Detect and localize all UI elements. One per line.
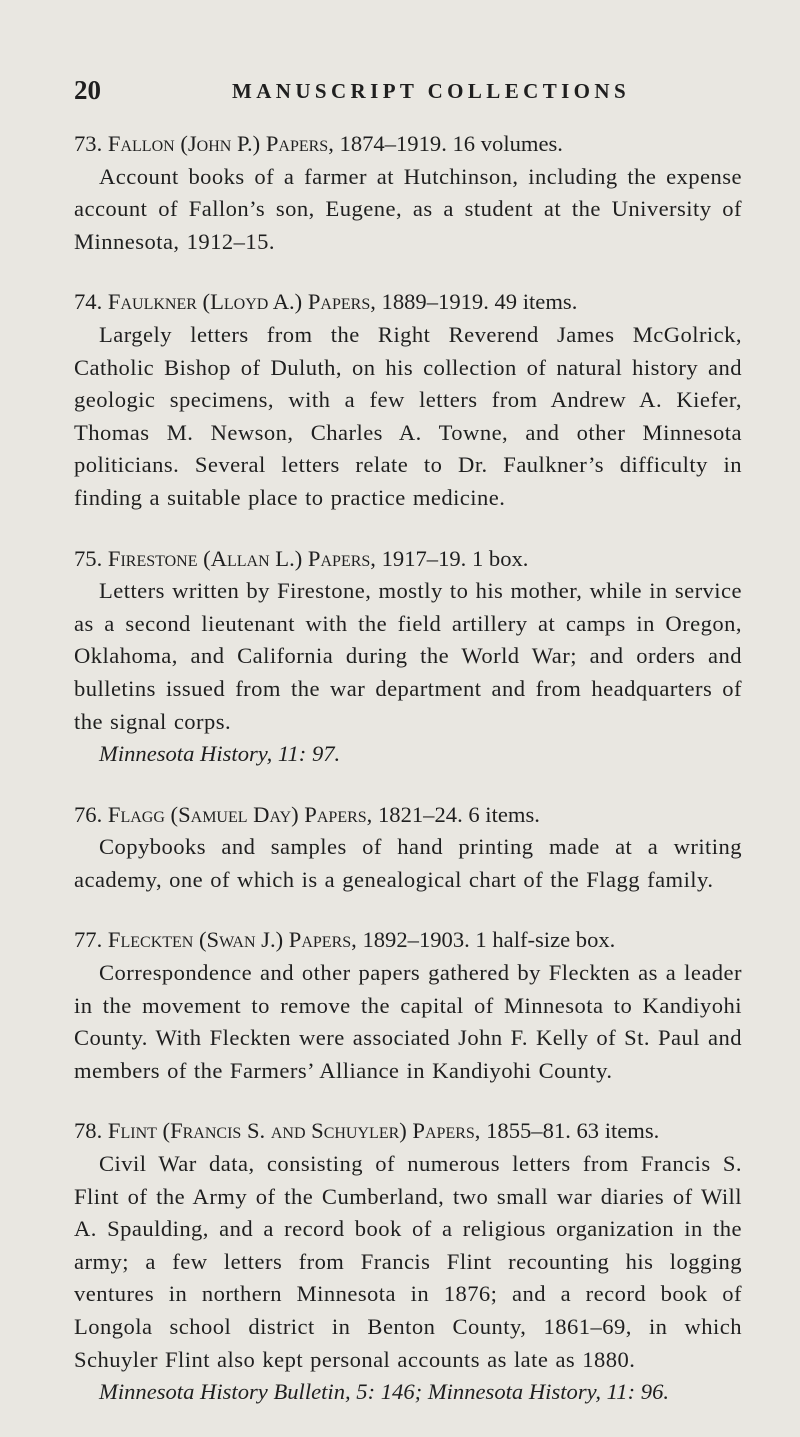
entry-extent: 1917–19. 1 box. [381,545,529,571]
entry-extent: 1892–1903. 1 half-size box. [362,927,616,953]
running-title: MANUSCRIPT COLLECTIONS [232,79,631,103]
entry-description: Correspondence and other papers gathered by Fleckten as a leader in the movement to remove the capital of Minnesota to Kandiyohi County. With Fleckten were associated John F. Kelly of St. Paul and members of the Farmers’ Alliance in Kandiyohi County. [74,960,742,1083]
entry-description: Account books of a farmer at Hutchinson, including the expense account of Fallon’s son, Eugene, as a student at the University of Minnesota, 1912–15. [74,163,742,254]
entry-extent: 1889–1919. 49 items. [381,289,578,315]
entry-extent: 1855–81. 63 items. [486,1118,660,1144]
entry-list [74,128,742,1437]
entry-heading [74,924,742,957]
entry-heading [74,286,742,319]
entry-heading [74,128,742,161]
entry-name: Flagg (Samuel Day) Papers, [107,801,373,827]
list-item [74,128,742,258]
entry-heading [74,1115,742,1148]
entry-number: 75. [74,545,103,571]
entry-number: 77. [74,927,103,953]
entry-name: Fallon (John P.) Papers, [107,131,334,156]
list-item [74,799,742,897]
entry-description: Copybooks and samples of hand printing made at a writing academy, one of which is a genealogical chart of the Flagg family. [74,834,742,892]
list-item [74,924,742,1087]
entry-reference: Minnesota History Bulletin, 5: 146; Minnesota History, 11: 96. [99,1379,670,1405]
entry-extent: 1821–24. 6 items. [377,801,540,827]
entry-number: 78. [74,1118,103,1144]
entry-description: Letters written by Firestone, mostly to his mother, while in service as a second lieutenant with the field artillery at camps in Oregon, Oklahoma, and California during the World War; and orders and bulletins issued from the war department and from headquarters of the signal corps. [74,578,742,734]
entry-number: 74. [74,289,103,315]
entry-number: 73. [74,131,103,156]
entry-heading [74,799,742,832]
entry-description: Largely letters from the Right Reverend James McGolrick, Catholic Bishop of Duluth, on his collection of natural history and geologic specimens, with a few letters from Andrew A. Kiefer, Thomas M. Newson, Charles A. Towne, and other Minnesota politicians. Several letters relate to Dr. Faulkner’s difficulty in finding a suitable place to practice medicine. [74,321,742,510]
list-item [74,286,742,514]
list-item [74,543,742,771]
entry-reference: Minnesota History, 11: 97. [99,741,341,767]
running-header [74,74,742,110]
list-item [74,1115,742,1408]
entry-description: Civil War data, consisting of numerous letters from Francis S. Flint of the Army of the Cumberland, two small war diaries of Will A. Spaulding, and a record book of a religious organization in the army; a few letters from Francis Flint recounting his logging ventures in northern Minnesota in 1876; and a record book of Longola school district in Benton County, 1861–69, in which Schuyler Flint also kept personal accounts as late as 1880. [74,1151,742,1372]
entry-name: Faulkner (Lloyd A.) Papers, [107,289,376,315]
entry-name: Flint (Francis S. and Schuyler) Papers, [107,1118,481,1144]
entry-heading [74,543,742,576]
entry-extent: 1874–1919. 16 volumes. [339,131,563,156]
entry-number: 76. [74,801,103,827]
page-number: 20 [74,75,101,105]
entry-name: Firestone (Allan L.) Papers, [107,545,376,571]
entry-name: Fleckten (Swan J.) Papers, [107,927,357,953]
